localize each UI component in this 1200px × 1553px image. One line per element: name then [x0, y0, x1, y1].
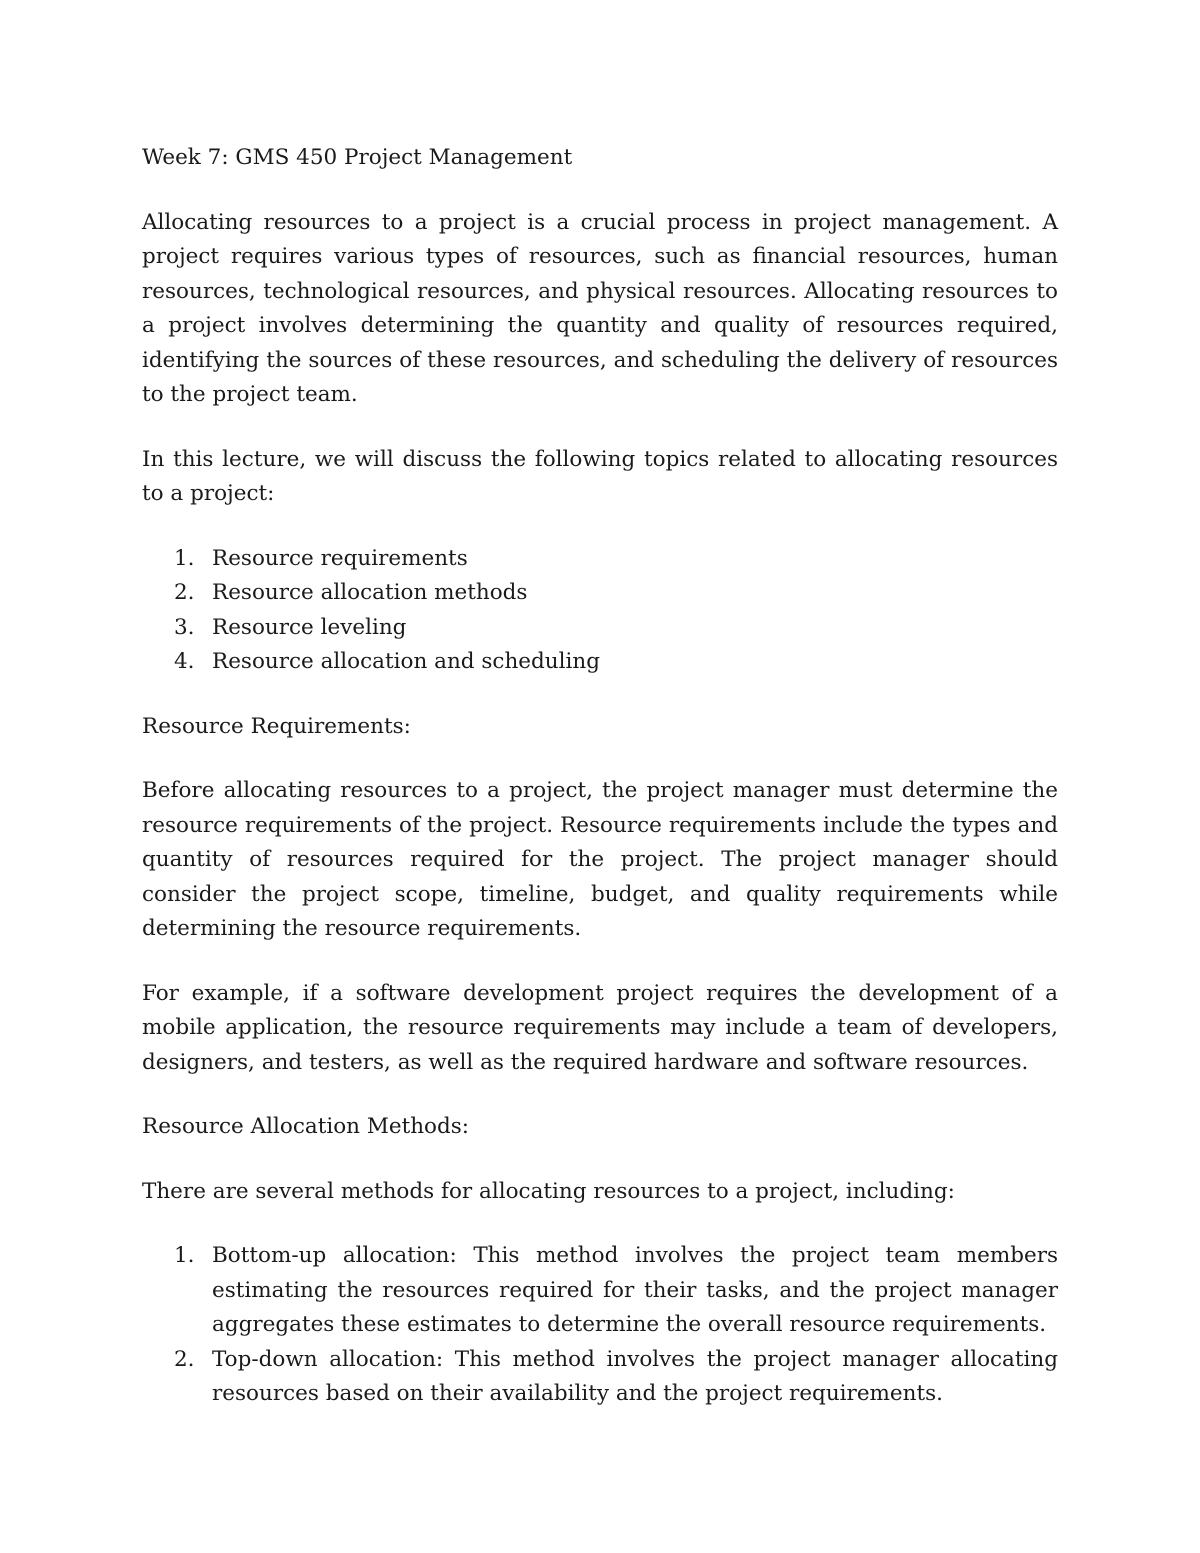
- list-item-text: Top-down allocation: This method involves the project manager allocating resources based on their availability and the project requirements.: [212, 1346, 1058, 1406]
- list-item-text: Resource allocation and scheduling: [212, 649, 601, 674]
- list-number: 1.: [174, 545, 195, 571]
- example-paragraph: For example, if a software development project requires the development of a mobile application, the resource requirements may include a team of developers, designers, and testers, as well as the required hardware and software resources.: [142, 980, 1058, 1075]
- allocation-methods-intro: There are several methods for allocating resources to a project, including:: [142, 1178, 955, 1204]
- list-item-text: Resource requirements: [212, 545, 468, 571]
- list-item: [142, 576, 1058, 611]
- list-item: [142, 645, 1058, 680]
- list-item-text: Resource allocation methods: [212, 580, 528, 605]
- list-number: 2.: [174, 580, 195, 605]
- list-number: 1.: [174, 1243, 195, 1268]
- list-number: 4.: [174, 649, 195, 674]
- topics-list: [142, 542, 1058, 680]
- list-item: [142, 1343, 1058, 1412]
- lecture-intro-paragraph: In this lecture, we will discuss the following topics related to allocating resources to a project:: [142, 446, 1058, 506]
- document-title: Week 7: GMS 450 Project Management: [142, 145, 573, 170]
- list-item: [142, 542, 1058, 577]
- section-heading-allocation-methods: Resource Allocation Methods:: [142, 1114, 470, 1139]
- list-number: 2.: [174, 1346, 195, 1372]
- section-heading-resource-requirements: Resource Requirements:: [142, 713, 411, 739]
- list-item: [142, 611, 1058, 646]
- document-page: [142, 141, 1058, 1442]
- resource-requirements-paragraph: Before allocating resources to a project, the project manager must determine the resource requirements of the project. Resource requirements include the types and quantity of resources required for the project. The project manager should consider the project scope, timeline, budget, and quality requirements while determining the resource requirements.: [142, 778, 1058, 941]
- list-item-text: Bottom-up allocation: This method involves the project team members estimating the resources required for their tasks, and the project manager aggregates these estimates to determine the overall resource requirements.: [212, 1243, 1058, 1337]
- list-item: [142, 1239, 1058, 1343]
- methods-list: [142, 1239, 1058, 1412]
- intro-paragraph: Allocating resources to a project is a crucial process in project management. A project requires various types of resources, such as financial resources, human resources, technological resources, and physical resources. Allocating resources to a project involves determining the quantity and quality of resources required, identifying the sources of these resources, and scheduling the delivery of resources to the project team.: [142, 209, 1058, 407]
- list-item-text: Resource leveling: [212, 614, 407, 640]
- list-number: 3.: [174, 614, 195, 640]
